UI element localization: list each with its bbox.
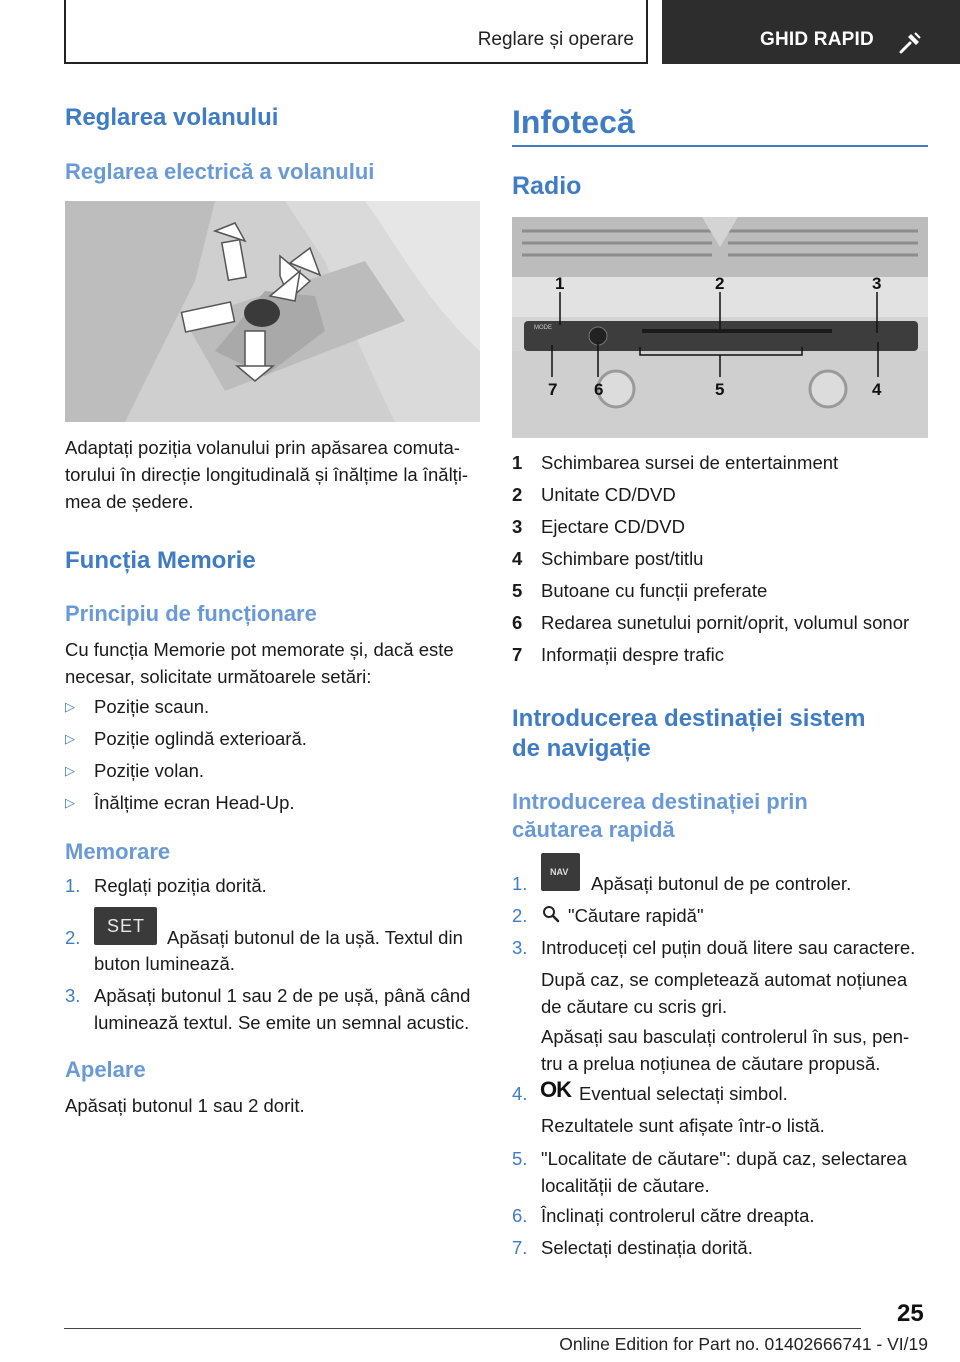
subtitle-call: Apelare — [65, 1057, 146, 1082]
set-button-icon — [94, 907, 157, 945]
legend-number: 2 — [512, 484, 523, 505]
step-number: 4. — [512, 1083, 528, 1104]
legend-text: Informații despre trafic — [541, 644, 725, 665]
bullet-triangle-icon: ▷ — [65, 763, 75, 778]
step-number: 1. — [512, 873, 528, 894]
page-number: 25 — [897, 1300, 924, 1327]
ok-icon: OK — [540, 1077, 571, 1102]
legend-text: Butoane cu funcții preferate — [541, 580, 768, 601]
radio-mode-label: MODE — [534, 325, 552, 331]
header-tab-label: GHID RAPID — [760, 29, 874, 50]
callout-1: 1 — [555, 274, 565, 293]
callout-3: 3 — [872, 274, 882, 293]
step-note: Rezultatele sunt afișate într-o listă. — [541, 1115, 825, 1136]
step-text-line: Apăsați butonul 1 sau 2 de pe ușă, până când — [94, 985, 471, 1006]
subtitle-electric-steering: Reglarea electrică a volanului — [65, 159, 375, 184]
wrench-icon — [898, 31, 922, 55]
section-title-radio: Radio — [512, 172, 582, 200]
principle-text-line: Cu funcția Memorie pot memorate și, dacă este — [65, 639, 454, 660]
step-note — [541, 966, 907, 1020]
list-item-text: Poziție scaun. — [94, 696, 210, 717]
footer-edition: Online Edition for Part no. 01402666741 - VI/19 — [559, 1334, 928, 1354]
step-note — [541, 1023, 909, 1077]
quick-title-line: căutarea rapidă — [512, 817, 675, 842]
step-number: 1. — [65, 875, 81, 896]
title-rule — [512, 145, 928, 147]
step-text: Eventual selectați simbol. — [579, 1083, 788, 1104]
section-title-memory: Funcția Memorie — [65, 547, 256, 574]
step-text-line: "Localitate de căutare": după caz, selectarea — [541, 1148, 907, 1169]
legend-text: Unitate CD/DVD — [541, 484, 676, 505]
quick-title-line: Introducerea destinației prin — [512, 789, 808, 814]
legend-text: Redarea sunetului pornit/oprit, volumul sonor — [541, 612, 910, 633]
step-text-line: luminează textul. Se emite un semnal acustic. — [94, 1012, 470, 1033]
list-item-text: Înălțime ecran Head-Up. — [94, 792, 295, 813]
step-number: 3. — [512, 937, 528, 958]
step-note-line: tru a prelua noțiunea de căutare propusă. — [541, 1053, 881, 1074]
step-number: 2. — [65, 927, 81, 948]
legend-number: 7 — [512, 644, 523, 665]
search-icon — [542, 905, 560, 923]
step-note-line: Apăsați sau basculați controlerul în sus, pen- — [541, 1026, 910, 1047]
callout-4: 4 — [872, 380, 882, 399]
footer-rule — [64, 1328, 861, 1329]
legend-text: Schimbare post/titlu — [541, 548, 704, 569]
callout-2: 2 — [715, 274, 725, 293]
nav-title-line: de navigație — [512, 735, 651, 762]
step-text: Apăsați butonul de pe controler. — [591, 873, 852, 894]
bullet-triangle-icon: ▷ — [65, 731, 75, 746]
legend-text: Schimbarea sursei de entertainment — [541, 452, 839, 473]
section-title-navigation — [512, 704, 865, 764]
step-number: 7. — [512, 1237, 528, 1258]
principle-text-line: necesar, solicitate următoarele setări: — [65, 666, 372, 687]
bullet-triangle-icon: ▷ — [65, 795, 75, 810]
header-tab[interactable] — [662, 0, 960, 64]
nav-button-label: NAV — [550, 867, 569, 877]
steering-text-line: mea de ședere. — [65, 491, 194, 512]
legend-number: 1 — [512, 452, 523, 473]
step-note-line: de căutare cu scris gri. — [541, 996, 728, 1017]
step-number: 6. — [512, 1205, 528, 1226]
step-number: 5. — [512, 1148, 528, 1169]
subtitle-principle: Principiu de funcționare — [65, 601, 317, 626]
list-item-text: Poziție volan. — [94, 760, 205, 781]
step-text: buton luminează. — [94, 953, 235, 974]
legend-number: 4 — [512, 548, 523, 569]
step-note-line: După caz, se completează automat noțiunea — [541, 969, 908, 990]
step-number: 3. — [65, 985, 81, 1006]
step-text: Selectați destinația dorită. — [541, 1237, 753, 1258]
header-section-title: Reglare și operare — [477, 29, 634, 50]
set-button-label: SET — [107, 916, 146, 936]
nav-button-icon — [541, 853, 580, 891]
step-text-line: localității de căutare. — [541, 1175, 710, 1196]
steering-column-photo — [65, 201, 480, 422]
step-text: Apăsați butonul de la ușă. Textul din — [167, 927, 463, 948]
steering-text-line: torului în direcție longitudinală și înălțime la înălți- — [65, 464, 469, 485]
radio-panel-photo — [512, 217, 928, 438]
step-text — [541, 1145, 931, 1199]
header-section-box — [64, 0, 648, 64]
steering-text-line: Adaptați poziția volanului prin apăsarea comuta- — [65, 437, 460, 458]
subtitle-quick-search — [512, 788, 808, 844]
section-title-steering: Reglarea volanului — [65, 104, 279, 131]
principle-text — [65, 636, 485, 690]
step-text: Introduceți cel puțin două litere sau caractere. — [541, 937, 916, 958]
legend-text: Ejectare CD/DVD — [541, 516, 685, 537]
legend-number: 6 — [512, 612, 523, 633]
callout-7: 7 — [548, 380, 558, 399]
steering-text — [65, 434, 485, 515]
bullet-triangle-icon: ▷ — [65, 699, 75, 714]
step-number: 2. — [512, 905, 528, 926]
subtitle-store: Memorare — [65, 839, 171, 864]
call-text: Apăsați butonul 1 sau 2 dorit. — [65, 1095, 305, 1116]
step-text: Reglați poziția dorită. — [94, 875, 267, 896]
list-item-text: Poziție oglindă exterioară. — [94, 728, 307, 749]
legend-number: 5 — [512, 580, 523, 601]
legend-number: 3 — [512, 516, 523, 537]
nav-title-line: Introducerea destinației sistem — [512, 705, 866, 732]
step-text: Înclinați controlerul către dreapta. — [541, 1205, 815, 1226]
step-text: "Căutare rapidă" — [568, 905, 704, 926]
step-text — [94, 982, 484, 1036]
callout-6: 6 — [594, 380, 604, 399]
section-title-infotainment: Infotecă — [512, 104, 635, 140]
callout-5: 5 — [715, 380, 725, 399]
